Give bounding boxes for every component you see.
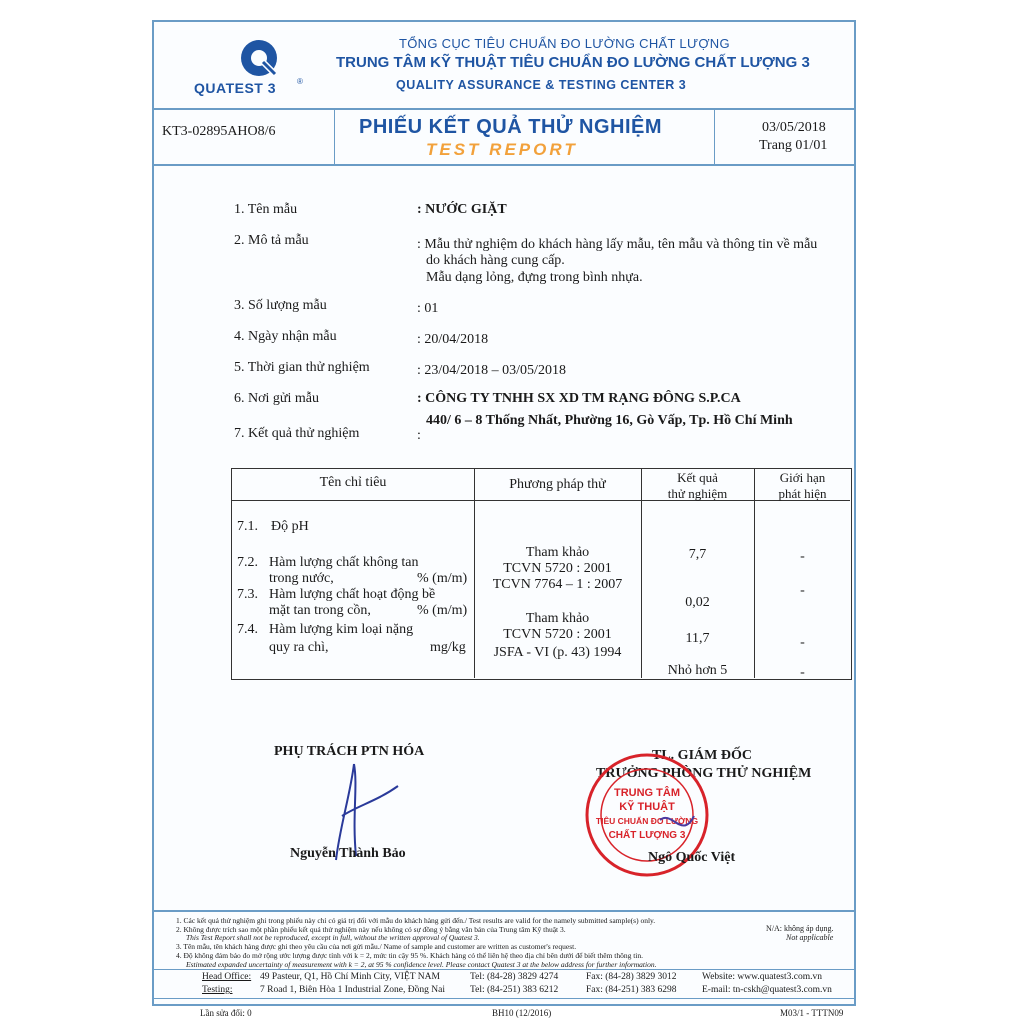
stamp-line-2: KỸ THUẬT xyxy=(619,801,675,813)
testing-address: 7 Road 1, Biên Hòa 1 Industrial Zone, Đồng Nai xyxy=(260,985,445,995)
stamp-line-1: TRUNG TÂM xyxy=(614,787,680,799)
info-value-7: : xyxy=(417,428,421,443)
org-line1: TỔNG CỤC TIÊU CHUẨN ĐO LƯỜNG CHẤT LƯỢNG xyxy=(399,36,730,51)
report-code: KT3-02895AHO8/6 xyxy=(162,124,276,139)
row-unit-3: % (m/m) xyxy=(417,603,468,618)
row-no-3: 7.3. xyxy=(237,587,258,602)
limit-3: - xyxy=(800,635,805,650)
row-no-1: 7.1. xyxy=(237,519,258,534)
row-name-2: Hàm lượng chất không tan xyxy=(269,555,419,570)
limit-1: - xyxy=(800,549,805,564)
row-name-1: Độ pH xyxy=(271,519,309,534)
row-name-4: Hàm lượng kim loại nặng xyxy=(269,622,414,637)
info-value-6: : CÔNG TY TNHH SX XD TM RẠNG ĐÔNG S.P.CA xyxy=(417,391,741,406)
col-header-result: Kết quả xyxy=(677,470,718,485)
footer-note-2b: This Test Report shall not be reproduced, except in full, without the written approval of Quatest 3. xyxy=(186,933,480,942)
report-code-cell xyxy=(154,108,335,164)
info-value-3: : 01 xyxy=(417,301,439,316)
report-page: Trang 01/01 xyxy=(759,138,828,153)
right-signature-title-2: TRƯỞNG PHÒNG THỬ NGHIỆM xyxy=(596,766,812,781)
revision: Lần sửa đổi: 0 xyxy=(200,1008,252,1018)
stamp-line-4: CHẤT LƯỢNG 3 xyxy=(608,830,686,841)
method-line-6: JSFA - VI (p. 43) 1994 xyxy=(493,645,622,660)
head-office-tel: Tel: (84-28) 3829 4274 xyxy=(470,972,559,982)
testing-fax: Fax: (84-251) 383 6298 xyxy=(586,985,677,995)
document-code: M03/1 - TTTN09 xyxy=(780,1008,844,1018)
head-office-fax: Fax: (84-28) 3829 3012 xyxy=(586,972,677,982)
info-value-1: : NƯỚC GIẶT xyxy=(417,202,507,217)
head-office-label: Head Office: xyxy=(202,972,252,982)
report-title-row xyxy=(154,108,854,166)
info-label-4: 4. Ngày nhận mẫu xyxy=(234,329,337,344)
logo-text: QUATEST 3 xyxy=(194,80,277,96)
footer-note-3: 3. Tên mẫu, tên khách hàng được ghi theo yêu cầu của nơi gửi mẫu./ Name of sample and customer are written as customer's request. xyxy=(176,942,577,951)
info-value-2c: Mẫu dạng lỏng, đựng trong bình nhựa. xyxy=(426,270,643,285)
row-no-2: 7.2. xyxy=(237,555,258,570)
registered-mark: ® xyxy=(297,77,303,86)
info-value-6b: 440/ 6 – 8 Thống Nhất, Phường 16, Gò Vấp, Tp. Hồ Chí Minh xyxy=(426,413,793,428)
footer-note-4: 4. Độ không đảm bảo đo mở rộng ước lượng được tính với k = 2, mức tin cậy 95 %. Khách hàng có thể liên hệ theo địa chỉ bên dưới để biết thêm thông tin. xyxy=(176,951,644,960)
left-signer-name: Nguyễn Thành Bảo xyxy=(290,846,406,861)
title-vn: PHIẾU KẾT QUẢ THỬ NGHIỆM xyxy=(359,116,663,138)
stamp-line-3: TIÊU CHUẨN ĐO LƯỜNG xyxy=(595,816,699,826)
row-name-3b: mặt tan trong cồn, xyxy=(269,603,371,618)
row-name-2b: trong nước, xyxy=(269,571,334,586)
left-signature-title: PHỤ TRÁCH PTN HÓA xyxy=(274,744,425,759)
limit-2: - xyxy=(800,583,805,598)
info-label-7: 7. Kết quả thử nghiệm xyxy=(234,426,360,441)
col-header-limit: Giới hạn xyxy=(779,470,826,485)
right-signer-name: Ngô Quốc Việt xyxy=(648,850,736,865)
form-code: BH10 (12/2016) xyxy=(492,1008,552,1018)
info-value-4: : 20/04/2018 xyxy=(417,332,489,347)
info-value-2: : Mẫu thử nghiệm do khách hàng lấy mẫu, tên mẫu và thông tin về mẫu xyxy=(417,237,818,252)
method-line-5: TCVN 5720 : 2001 xyxy=(503,627,612,642)
info-label-5: 5. Thời gian thử nghiệm xyxy=(234,360,370,375)
col-header-name: Tên chỉ tiêu xyxy=(319,475,387,490)
info-value-5: : 23/04/2018 – 03/05/2018 xyxy=(417,363,566,378)
na-note-en: Not applicable xyxy=(786,933,834,942)
info-label-6: 6. Nơi gửi mẫu xyxy=(234,391,319,406)
method-line-1: Tham khảo xyxy=(525,545,590,560)
head-office-address: 49 Pasteur, Q1, Hồ Chí Minh City, VIỆT NAM xyxy=(260,972,440,982)
testing-tel: Tel: (84-251) 383 6212 xyxy=(470,985,559,995)
info-value-2b: do khách hàng cung cấp. xyxy=(426,253,565,268)
info-label-2: 2. Mô tả mẫu xyxy=(234,233,309,248)
org-line2: TRUNG TÂM KỸ THUẬT TIÊU CHUẨN ĐO LƯỜNG CHẤT LƯỢNG 3 xyxy=(336,54,810,71)
footer-note-1: 1. Các kết quả thử nghiệm ghi trong phiếu này chỉ có giá trị đối với mẫu do khách hàng gửi đến./ Test results are valid for the namely submitted sample(s) only. xyxy=(176,916,656,925)
results-table xyxy=(231,468,852,680)
date-cell xyxy=(714,108,855,164)
website: Website: www.quatest3.com.vn xyxy=(702,972,822,982)
right-signature-title-1: TL. GIÁM ĐỐC xyxy=(652,748,752,763)
info-label-1: 1. Tên mẫu xyxy=(234,202,298,217)
row-unit-4: mg/kg xyxy=(430,640,466,655)
header xyxy=(154,22,854,110)
method-line-2: TCVN 5720 : 2001 xyxy=(503,561,612,576)
method-line-3: TCVN 7764 – 1 : 2007 xyxy=(492,577,623,592)
result-4: Nhỏ hơn 5 xyxy=(667,663,728,678)
testing-label: Testing: xyxy=(202,985,233,995)
org-line3: QUALITY ASSURANCE & TESTING CENTER 3 xyxy=(396,78,687,92)
col-header-limit-2: phát hiện xyxy=(778,486,827,501)
row-name-4b: quy ra chì, xyxy=(269,640,329,655)
na-note: N/A: không áp dụng. xyxy=(766,924,834,933)
footer xyxy=(154,910,854,1008)
result-1: 7,7 xyxy=(688,547,707,562)
row-unit-2: % (m/m) xyxy=(417,571,468,586)
report-date: 03/05/2018 xyxy=(762,120,826,135)
testing-email: E-mail: tn-cskh@quatest3.com.vn xyxy=(702,985,832,995)
col-header-method: Phương pháp thử xyxy=(509,477,606,492)
title-en: TEST REPORT xyxy=(426,140,578,159)
row-no-4: 7.4. xyxy=(237,622,258,637)
col-header-result-2: thử nghiệm xyxy=(667,486,728,501)
footer-note-4b: Estimated expanded uncertainty of measurement with k = 2, at 95 % confidence level. Please contact Quatest 3 at the below address for further information. xyxy=(186,960,657,969)
method-line-4: Tham khảo xyxy=(525,611,590,626)
footer-note-2: 2. Không được trích sao một phần phiếu kết quả thử nghiệm này nếu không có sự đồng ý bằng văn bản của Trung tâm Kỹ thuật 3. xyxy=(176,925,566,934)
report-frame xyxy=(152,20,856,1006)
result-3: 11,7 xyxy=(685,631,710,646)
result-2: 0,02 xyxy=(685,595,710,610)
row-name-3: Hàm lượng chất hoạt động bề xyxy=(269,587,436,602)
limit-4: - xyxy=(800,665,805,680)
info-label-3: 3. Số lượng mẫu xyxy=(234,298,327,313)
